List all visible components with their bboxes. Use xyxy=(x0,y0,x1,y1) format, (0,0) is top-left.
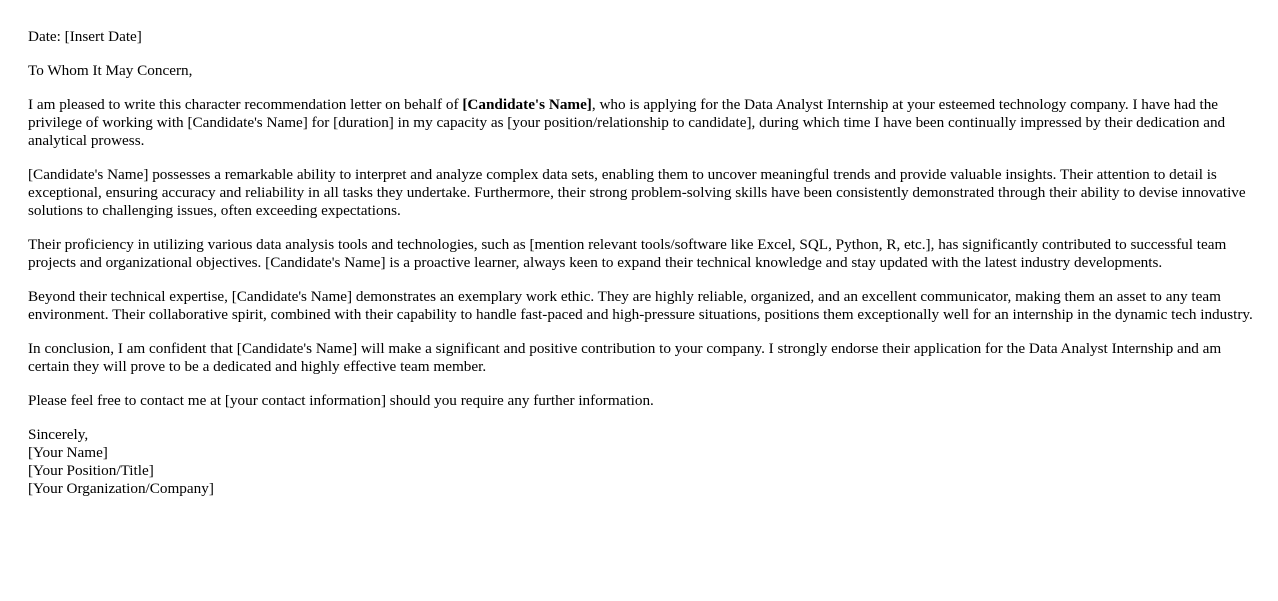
closing-name: [Your Name] xyxy=(28,444,108,461)
letter-closing xyxy=(28,426,1254,498)
recommendation-letter xyxy=(28,28,1254,498)
closing-valediction: Sincerely, xyxy=(28,426,89,443)
intro-text-after: , who is applying for the Data Analyst Internship at your esteemed technology company. I have had the privilege of working with [Candidate's Name] for [duration] in my capacity as [your position/relationship to candidate], during which time I have been continually impressed by their dedication and analytical prowess. xyxy=(28,96,1226,149)
letter-conclusion-paragraph: In conclusion, I am confident that [Candidate's Name] will make a significant and positive contribution to your company. I strongly endorse their application for the Data Analyst Internship and am certain they will prove to be a dedicated and highly effective team member. xyxy=(28,340,1222,375)
intro-text-before: I am pleased to write this character recommendation letter on behalf of xyxy=(28,96,463,113)
letter-intro-paragraph xyxy=(28,96,1254,150)
letter-ethic-paragraph: Beyond their technical expertise, [Candidate's Name] demonstrates an exemplary work ethic. They are highly reliable, organized, and an excellent communicator, making them an asset to any team environment. Their collaborative spirit, combined with their capability to handle fast-paced and high-pressure situations, positions them exceptionally well for an internship in the dynamic tech industry. xyxy=(28,288,1253,323)
letter-abilities-paragraph: [Candidate's Name] possesses a remarkable ability to interpret and analyze complex data sets, enabling them to uncover meaningful trends and provide valuable insights. Their attention to detail is exceptional, ensuring accuracy and reliability in all tasks they undertake. Furthermore, their strong problem-solving skills have been consistently demonstrated through their ability to devise innovative solutions to challenging issues, often exceeding expectations. xyxy=(28,166,1246,219)
closing-organization: [Your Organization/Company] xyxy=(28,480,214,497)
candidate-name-bold: [Candidate's Name] xyxy=(462,96,592,113)
letter-date: Date: [Insert Date] xyxy=(28,28,142,45)
letter-salutation: To Whom It May Concern, xyxy=(28,62,193,79)
closing-position: [Your Position/Title] xyxy=(28,462,154,479)
letter-tools-paragraph: Their proficiency in utilizing various data analysis tools and technologies, such as [mention relevant tools/software like Excel, SQL, Python, R, etc.], has significantly contributed to successful team projects and organizational objectives. [Candidate's Name] is a proactive learner, always keen to expand their technical knowledge and stay updated with the latest industry developments. xyxy=(28,236,1227,271)
letter-contact-paragraph: Please feel free to contact me at [your contact information] should you require any further information. xyxy=(28,392,654,409)
